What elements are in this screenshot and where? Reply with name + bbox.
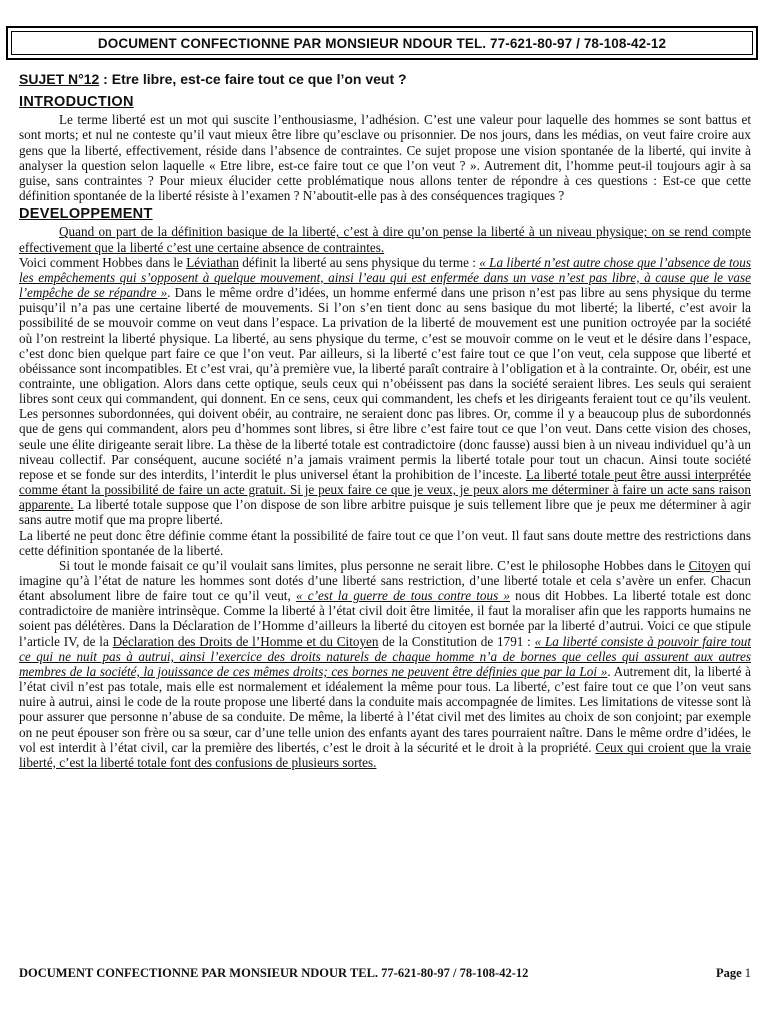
text-run: de la Constitution de 1791 : (378, 633, 535, 649)
text-run: Si tout le monde faisait ce qu’il voulait sans limites, plus personne ne serait libre. C’est le philosophe Hobbes dans le (59, 557, 689, 573)
text-run: La liberté totale suppose que l’on dispose de son libre arbitre puisque je suis tellement libre que je peux me déterminer à agir sans autre motif que ma propre liberté. (19, 497, 751, 528)
article-iv-quote: « La liberté consiste à pouvoir faire tout ce qui ne nuit pas à autrui, ainsi l’exercice des droits naturels de chaque homme n’a de bornes que celles qui assurent aux autres membres de la société, la jouissance de ces mêmes droits; ces bornes ne peuvent être définies que par la Loi » (19, 633, 752, 679)
page-footer (19, 966, 751, 981)
developpement-paragraph-2 (19, 255, 751, 528)
citoyen-title: Citoyen (688, 557, 731, 573)
subject-question: : Etre libre, est-ce faire tout ce que l’on veut ? (99, 71, 407, 87)
text-run: . Dans le même ordre d’idées, un homme enfermé dans une prison n’est pas libre au sens physique du terme puisqu’il n’a pas une certaine liberté de mouvements. Si l’on s’en tient donc au sens basique du mot liberté; la liberté, c’est avoir la possibilité de se mouvoir comme on veut dans l’espace. La privation de la liberté de mouvement est une punition octroyée par la société où l’on restreint la liberté physique. La liberté, au sens physique du terme, c’est se mouvoir comme on le veut et le désire dans l’espace, c’est donc bien quelque part faire ce que l’on veut. Par ailleurs, si la liberté c’est faire tout ce que l’on veut, cela suppose que liberté et obéissance sont incompatibles. Et c’est vrai, qu’à première vue, la liberté paraît contraire à l’obligation et à la contrainte. Or, obéir, est une contrainte, une obligation. Alors dans cette optique, seuls ceux qui n’obéissent pas dans la société seraient libres. Les seuls qui seraient libres sont ceux qui commandent, qui donnent. En ce sens, ceux qui commandent, les chefs et les dirigeants feraient tout ce qu’ils veulent. Les personnes subordonnées, qui doivent obéir, au contraire, ne seraient donc pas libres. Or, comme il y a beaucoup plus de subordonnés que de gens qui commandent, alors peu d’hommes sont libres, si être libre c’est faire tout ce que l’on veut. Dans cette vision des choses, seule une élite dirigeante serait libre. La thèse de la liberté totale est contradictoire (donc fausse) aussi bien à un niveau individuel qu’à un niveau collectif. Par conséquent, aucune société n’a jamais vraiment permis la liberté totale pour tout un chacun. Ainsi toute société repose et se fonde sur des interdits, l’interdit le plus universel étant la prohibition de l’inceste. (19, 285, 752, 482)
underlined-sentence: Quand on part de la définition basique de la liberté, c’est à dire qu’on pense la liberté à un niveau physique; on se rend compte effectivement que la liberté c’est une certaine absence de contraintes. (19, 224, 751, 255)
subject-title (19, 72, 751, 87)
introduction-heading: INTRODUCTION (19, 94, 134, 111)
underlined-sentence: Ceux qui croient que la vraie liberté, c’est la liberté totale font des confusions de plusieurs sortes. (19, 739, 751, 770)
introduction-paragraph: Le terme liberté est un mot qui suscite l’enthousiasme, l’adhésion. C’est une valeur pour laquelle des hommes se sont battus et sont morts; et nul ne conteste qu’il vaut mieux être libre qu’esclave ou prisonnier. De nos jours, dans les médias, on veut faire croire aux gens que la liberté, effectivement, réside dans l’absence de contraintes. Ce sujet propose une vision spontanée de la liberté, qui invite à analyser la question selon laquelle « Etre libre, est-ce faire tout ce que l’on veut ? ». Autrement dit, l’homme peut-il toujours agir à sa guise, sans contraintes ? Pour mieux élucider cette problématique nous allons tenter de répondre à ces questions : Est-ce que cette définition spontanée de la liberté résiste à l’examen ? N’aboutit-elle pas à des conséquences tragiques ? (19, 112, 751, 204)
page-indicator (716, 966, 751, 981)
leviathan-title: Léviathan (186, 254, 239, 270)
developpement-heading: DEVELOPPEMENT (19, 206, 153, 223)
text-run: Voici comment Hobbes dans le (19, 254, 187, 270)
developpement-paragraph-3: La liberté ne peut donc être définie comme étant la possibilité de faire tout ce que l’on veut. Il faut sans doute mettre des restrictions dans cette définition spontanée de la liberté. (19, 527, 751, 558)
developpement-paragraph-4 (19, 558, 751, 770)
declaration-title: Déclaration des Droits de l’Homme et du Citoyen (112, 633, 379, 649)
page-number: 1 (744, 966, 751, 980)
underlined-sentence: La liberté totale peut être aussi interprétée comme étant la possibilité de faire un acte gratuit. Si je peux faire ce que je veux, je peux alors me déterminer à faire un acte sans raison apparente. (19, 466, 751, 513)
page-label: Page (715, 966, 742, 980)
header-frame (6, 26, 758, 60)
text-run: définit la liberté au sens physique du terme : (238, 254, 480, 270)
document-body (19, 68, 751, 770)
footer-text: DOCUMENT CONFECTIONNE PAR MONSIEUR NDOUR TEL. 77-621-80-97 / 78-108-42-12 (19, 966, 529, 980)
subject-label: SUJET N°12 (19, 71, 100, 87)
developpement-paragraph-1 (19, 224, 751, 254)
hobbes-quote: « La liberté n’est autre chose que l’absence de tous les empêchements qui s’opposent à quelque mouvement, ainsi l’eau qui est enfermée dans un vase n’est pas libre, à cause que le vase l’empêche de se répandre » (19, 254, 751, 301)
text-run: qui imagine qu’à l’état de nature les hommes sont dotés d’une liberté sans restriction, d’une liberté totale et cela s’avère un enfer. Chacun étant absolument libre de faire tout ce qu’il veut, (19, 557, 751, 604)
text-run: . Autrement dit, la liberté à l’état civil n’est pas totale, mais elle est normalement et idéalement la même pour tous. La liberté, c’est faire tout ce que l’on veut sans nuire à autrui, ainsi le code de la route propose une liberté dans la conduite mais accompagnée de limites. Les limitations de vitesse sont là pour assurer que personne n’abuse de sa conduite. De même, la liberté à l’état civil met des limites au choix de son conjoint; par exemple on ne peut épouser son frère ou sa sœur, car d’une telle union des enfants ayant des tares pourraient naître. Dans le même ordre d’idées, le vol est interdit à l’état civil, car la première des libertés, c’est le droit à la sécurité et le droit à la propriété. (19, 663, 751, 755)
text-run: nous dit Hobbes. La liberté totale est donc contradictoire de manière intrinsèque. Comme la liberté à l’état civil doit être limitée, il faut la moraliser afin que les rapports humains ne soient pas délétères. Dans la Déclaration de l’Homme d’ailleurs la liberté du citoyen est bornée par la liberté d’autrui. Voici ce que stipule l’article IV, de la (19, 588, 751, 649)
hobbes-war-quote: « c’est la guerre de tous contre tous » (295, 588, 510, 604)
header-text: DOCUMENT CONFECTIONNE PAR MONSIEUR NDOUR TEL. 77-621-80-97 / 78-108-42-12 (11, 31, 753, 55)
